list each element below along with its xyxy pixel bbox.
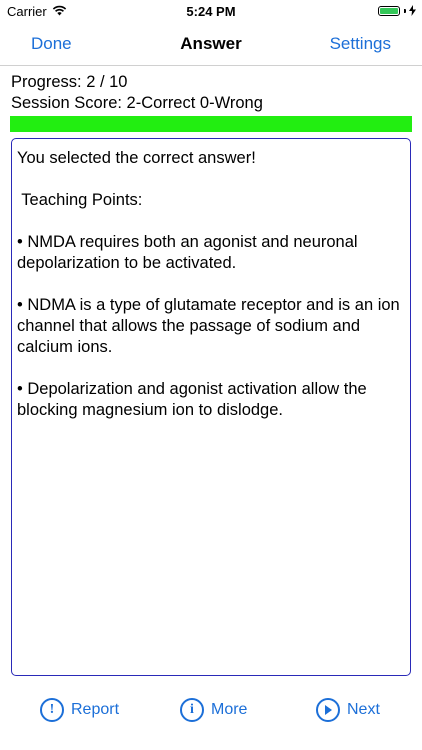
teaching-points-heading: Teaching Points: (17, 191, 143, 209)
teaching-point: • NMDA requires both an agonist and neuronal depolarization to be activated. (17, 233, 358, 272)
progress-text: Progress: 2 / 10 (11, 73, 128, 91)
progress-bar-fill (10, 116, 412, 132)
exclamation-circle-icon: ! (40, 698, 64, 722)
settings-button[interactable]: Settings (329, 34, 391, 53)
status-bar (0, 0, 422, 22)
report-label: Report (71, 701, 120, 718)
session-score-text: Session Score: 2-Correct 0-Wrong (11, 94, 263, 112)
answer-result-text: You selected the correct answer! (17, 149, 256, 167)
carrier-label: Carrier (7, 3, 47, 19)
info-circle-icon: i (180, 698, 204, 722)
play-circle-icon (316, 698, 340, 722)
bottom-toolbar (0, 690, 422, 732)
session-info (11, 72, 263, 114)
page-title: Answer (180, 34, 242, 53)
answer-text-box[interactable] (11, 138, 411, 676)
teaching-point: • NDMA is a type of glutamate receptor and is an ion channel that allows the passage of sodium and calcium ions. (17, 296, 400, 356)
more-button[interactable] (180, 698, 247, 722)
report-button[interactable] (40, 698, 119, 722)
more-label: More (211, 701, 248, 718)
battery-level (380, 8, 398, 14)
status-time: 5:24 PM (186, 4, 236, 19)
progress-bar (10, 116, 412, 132)
next-label: Next (347, 701, 380, 718)
battery-icon (378, 6, 400, 16)
done-button[interactable]: Done (31, 34, 72, 53)
navigation-bar (0, 22, 422, 66)
teaching-point: • Depolarization and agonist activation allow the blocking magnesium ion to dislodge. (17, 380, 367, 419)
next-button[interactable] (316, 698, 380, 722)
